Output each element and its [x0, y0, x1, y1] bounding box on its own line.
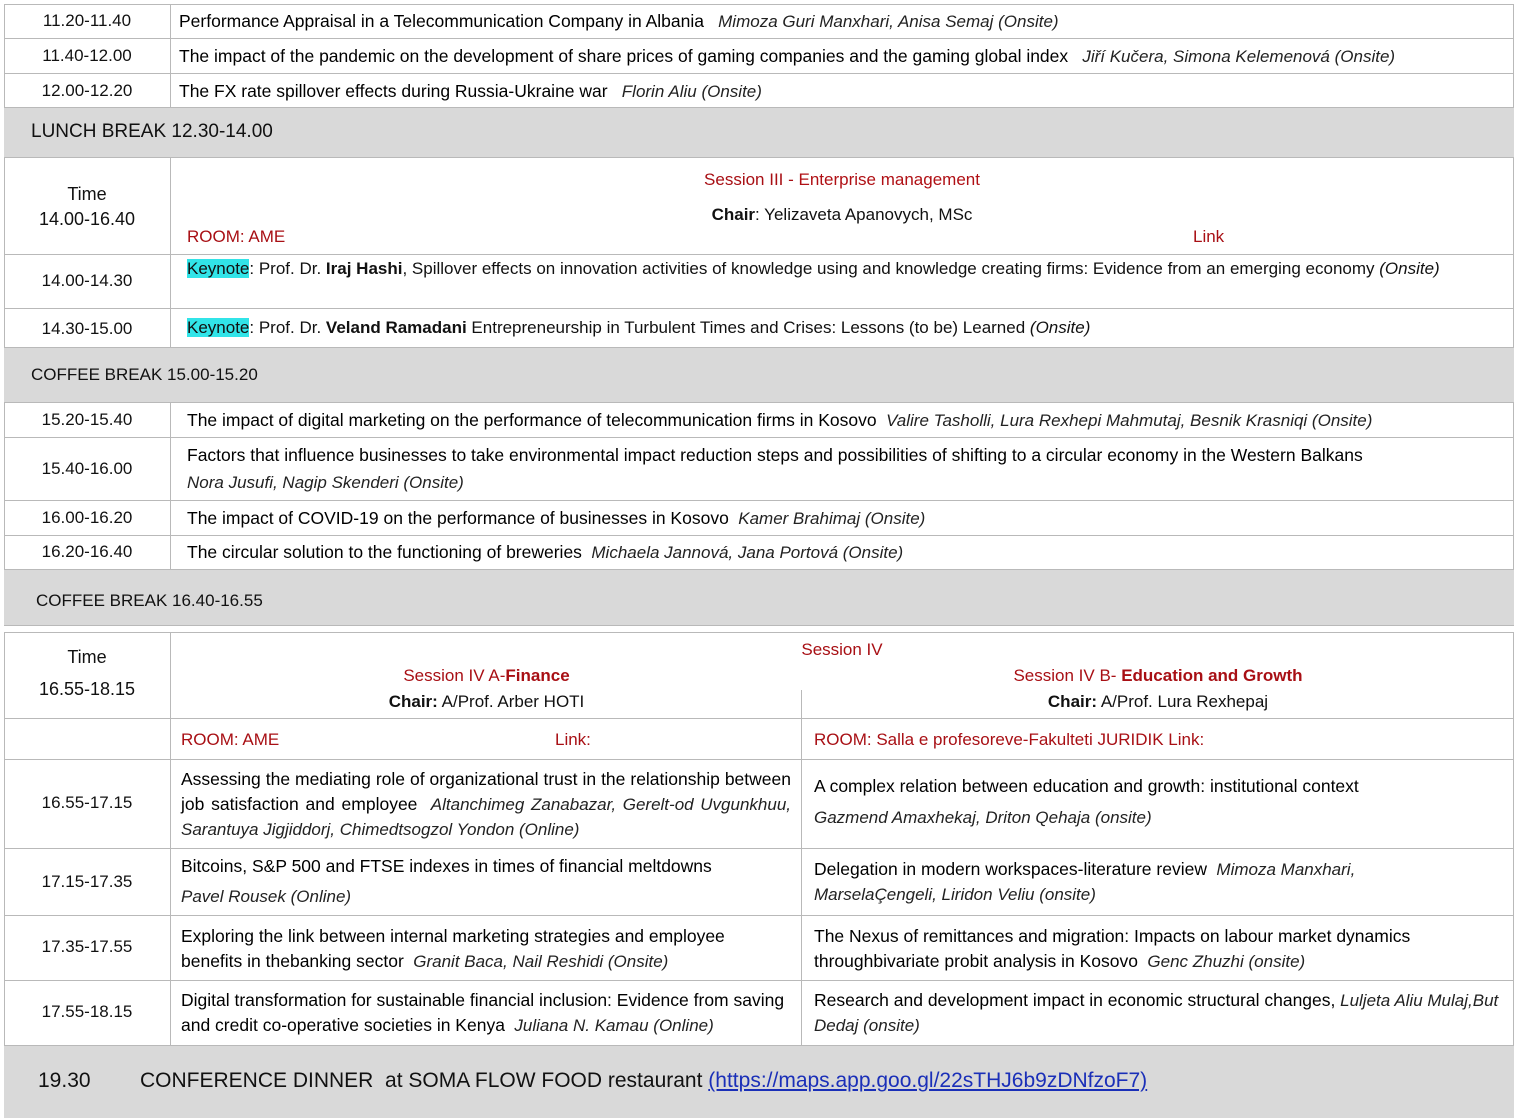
keynote-speaker: Veland Ramadani: [325, 318, 467, 337]
time-cell: 11.20-11.40: [4, 5, 171, 39]
keynote-tag: Keynote: [187, 318, 250, 337]
paper-cell: [171, 536, 1514, 570]
room-label: ROOM: AME: [181, 730, 280, 749]
paper-a-cell: [171, 760, 802, 849]
session-time-cell: [4, 158, 171, 255]
paper-a-cell: [171, 916, 802, 981]
paper-authors: Kamer Brahimaj (Onsite): [738, 509, 926, 528]
empty-cell: [4, 719, 171, 760]
coffee-break-bar: [4, 348, 1514, 403]
session-b-title: Session IV B- Education and Growth: [1013, 666, 1303, 685]
paper-title: Exploring the link between internal marketing strategies and employee benefits in thebanking sector: [181, 926, 725, 971]
coffee-break-label: COFFEE BREAK 15.00-15.20: [31, 365, 258, 384]
time-range: 16.55-18.15: [38, 679, 136, 699]
paper-authors: Luljeta Aliu Mulaj,But Dedaj (onsite): [814, 991, 1499, 1035]
paper-authors: Jiří Kučera, Simona Kelemenová (Onsite): [1082, 47, 1396, 66]
paper-cell: [171, 5, 1514, 39]
paper-authors: Altanchimeg Zanabazar, Gerelt-od Uvgunkhuu, Sarantuya Jigjiddorj, Chimedtsogzol Yondon (Online): [181, 795, 792, 839]
paper-authors: Valire Tasholli, Lura Rexhepi Mahmutaj, Besnik Krasniqi (Onsite): [886, 411, 1373, 430]
session-a-title: Session IV A-Finance: [403, 666, 570, 685]
session-header-cell: [171, 158, 1514, 255]
paper-b-cell: [802, 760, 1514, 849]
keynote-title: , Spillover effects on innovation activities of knowledge using and knowledge creating firms: Evidence from an emerging economy: [402, 259, 1375, 278]
paper-title: The Nexus of remittances and migration: Impacts on labour market dynamics throughbivariate probit analysis in Kosovo: [814, 926, 1411, 971]
time-cell: 15.40-16.00: [4, 438, 171, 501]
coffee-break-bar: [4, 570, 1514, 626]
keynote-speaker: Iraj Hashi: [325, 259, 403, 278]
paper-cell: [171, 501, 1514, 536]
time-cell: 14.30-15.00: [4, 309, 171, 348]
paper-title: Research and development impact in economic structural changes,: [814, 990, 1336, 1010]
room-label: ROOM: AME: [187, 227, 286, 246]
paper-authors: Florin Aliu (Onsite): [621, 82, 762, 101]
dinner-info: CONFERENCE DINNER at SOMA FLOW FOOD restaurant (https://maps.app.goo.gl/22sTHJ6b9zDNfzoF7): [140, 1069, 1148, 1092]
time-cell: 11.40-12.00: [4, 39, 171, 74]
session-title: Session IV: [801, 640, 883, 659]
paper-cell: [171, 403, 1514, 438]
keynote-cell: Keynote: Prof. Dr. Veland Ramadani Entrepreneurship in Turbulent Times and Crises: Lessons (to be) Learned (Onsite): [171, 309, 1514, 348]
coffee-break-label: COFFEE BREAK 16.40-16.55: [36, 591, 263, 610]
time-cell: 17.15-17.35: [4, 849, 171, 916]
paper-cell: [171, 74, 1514, 108]
lunch-break-label: LUNCH BREAK 12.30-14.00: [31, 121, 273, 142]
dinner-map-link[interactable]: (https://maps.app.goo.gl/22sTHJ6b9zDNfzoF7): [708, 1069, 1148, 1092]
paper-authors: Mimoza Guri Manxhari, Anisa Semaj (Onsite): [718, 12, 1059, 31]
paper-title: The circular solution to the functioning of breweries: [187, 542, 582, 562]
paper-title: The impact of the pandemic on the development of share prices of gaming companies and the gaming global index: [179, 46, 1069, 66]
paper-cell: [171, 39, 1514, 74]
paper-title: Digital transformation for sustainable financial inclusion: Evidence from saving and credit co-operative societies in Kenya: [181, 990, 785, 1035]
keynote-cell: Keynote: Prof. Dr. Iraj Hashi, Spillover effects on innovation activities of knowledge using and knowledge creating firms: Evidence from an emerging economy (Onsite): [171, 255, 1514, 309]
time-cell: 17.55-18.15: [4, 981, 171, 1046]
session-chair: Chair: Yelizaveta Apanovych, MSc: [711, 205, 973, 224]
paper-b-cell: [802, 849, 1514, 916]
paper-authors: Gazmend Amaxhekaj, Driton Qehaja (onsite): [814, 808, 1152, 827]
time-cell: 17.35-17.55: [4, 916, 171, 981]
room-b-cell: [802, 719, 1514, 760]
time-range: 14.00-16.40: [38, 209, 136, 229]
session-time-cell: [4, 633, 171, 719]
time-cell: 16.55-17.15: [4, 760, 171, 849]
session-title: Session III - Enterprise management: [704, 170, 980, 189]
time-cell: 16.20-16.40: [4, 536, 171, 570]
paper-title: A complex relation between education and growth: institutional context: [814, 776, 1359, 796]
link-label[interactable]: Link: [1193, 227, 1225, 246]
paper-title: The FX rate spillover effects during Russia-Ukraine war: [179, 81, 608, 101]
link-label[interactable]: Link:: [555, 730, 591, 749]
paper-title: Bitcoins, S&P 500 and FTSE indexes in times of financial meltdowns: [181, 856, 712, 876]
dinner-time: 19.30: [38, 1069, 91, 1092]
paper-authors: Michaela Jannová, Jana Portová (Onsite): [591, 543, 904, 562]
keynote-title: Entrepreneurship in Turbulent Times and Crises: Lessons (to be) Learned: [466, 318, 1030, 337]
paper-title: Assessing the mediating role of organizational trust in the relationship between job satisfaction and employee: [181, 769, 791, 814]
time-cell: 12.00-12.20: [4, 74, 171, 108]
paper-authors: Granit Baca, Nail Reshidi (Onsite): [413, 952, 669, 971]
session-b-chair: Chair: A/Prof. Lura Rexhepaj: [1047, 692, 1269, 711]
time-cell: 15.20-15.40: [4, 403, 171, 438]
paper-title: The impact of COVID-19 on the performance of businesses in Kosovo: [187, 508, 729, 528]
room-a-cell: [171, 719, 802, 760]
session-header-cell: [171, 633, 1514, 719]
paper-authors: Pavel Rousek (Online): [181, 887, 352, 906]
paper-cell: [171, 438, 1514, 501]
time-cell: 14.00-14.30: [4, 255, 171, 309]
conference-dinner-bar: [4, 1046, 1514, 1118]
paper-b-cell: [802, 916, 1514, 981]
lunch-break-bar: [4, 108, 1514, 158]
paper-a-cell: [171, 981, 802, 1046]
paper-title: Factors that influence businesses to take environmental impact reduction steps and possibilities of shifting to a circular economy in the Western Balkans: [187, 445, 1363, 465]
paper-title: The impact of digital marketing on the performance of telecommunication firms in Kosovo: [187, 410, 877, 430]
paper-authors: Juliana N. Kamau (Online): [514, 1016, 714, 1035]
keynote-tag: Keynote: [187, 259, 250, 278]
paper-a-cell: [171, 849, 802, 916]
paper-b-cell: [802, 981, 1514, 1046]
session-a-chair: Chair: A/Prof. Arber HOTI: [388, 692, 585, 711]
time-label: Time: [67, 647, 107, 667]
paper-authors: Genc Zhuzhi (onsite): [1147, 952, 1306, 971]
paper-title: Performance Appraisal in a Telecommunication Company in Albania: [179, 11, 704, 31]
paper-authors: Mimoza Manxhari, MarselaÇengeli, Liridon Veliu (onsite): [814, 860, 1356, 904]
paper-authors: Nora Jusufi, Nagip Skenderi (Onsite): [187, 473, 464, 492]
time-label: Time: [67, 184, 107, 204]
room-label: ROOM: Salla e profesoreve-Fakulteti JURIDIK Link:: [814, 730, 1205, 749]
paper-title: Delegation in modern workspaces-literature review: [814, 859, 1207, 879]
time-cell: 16.00-16.20: [4, 501, 171, 536]
